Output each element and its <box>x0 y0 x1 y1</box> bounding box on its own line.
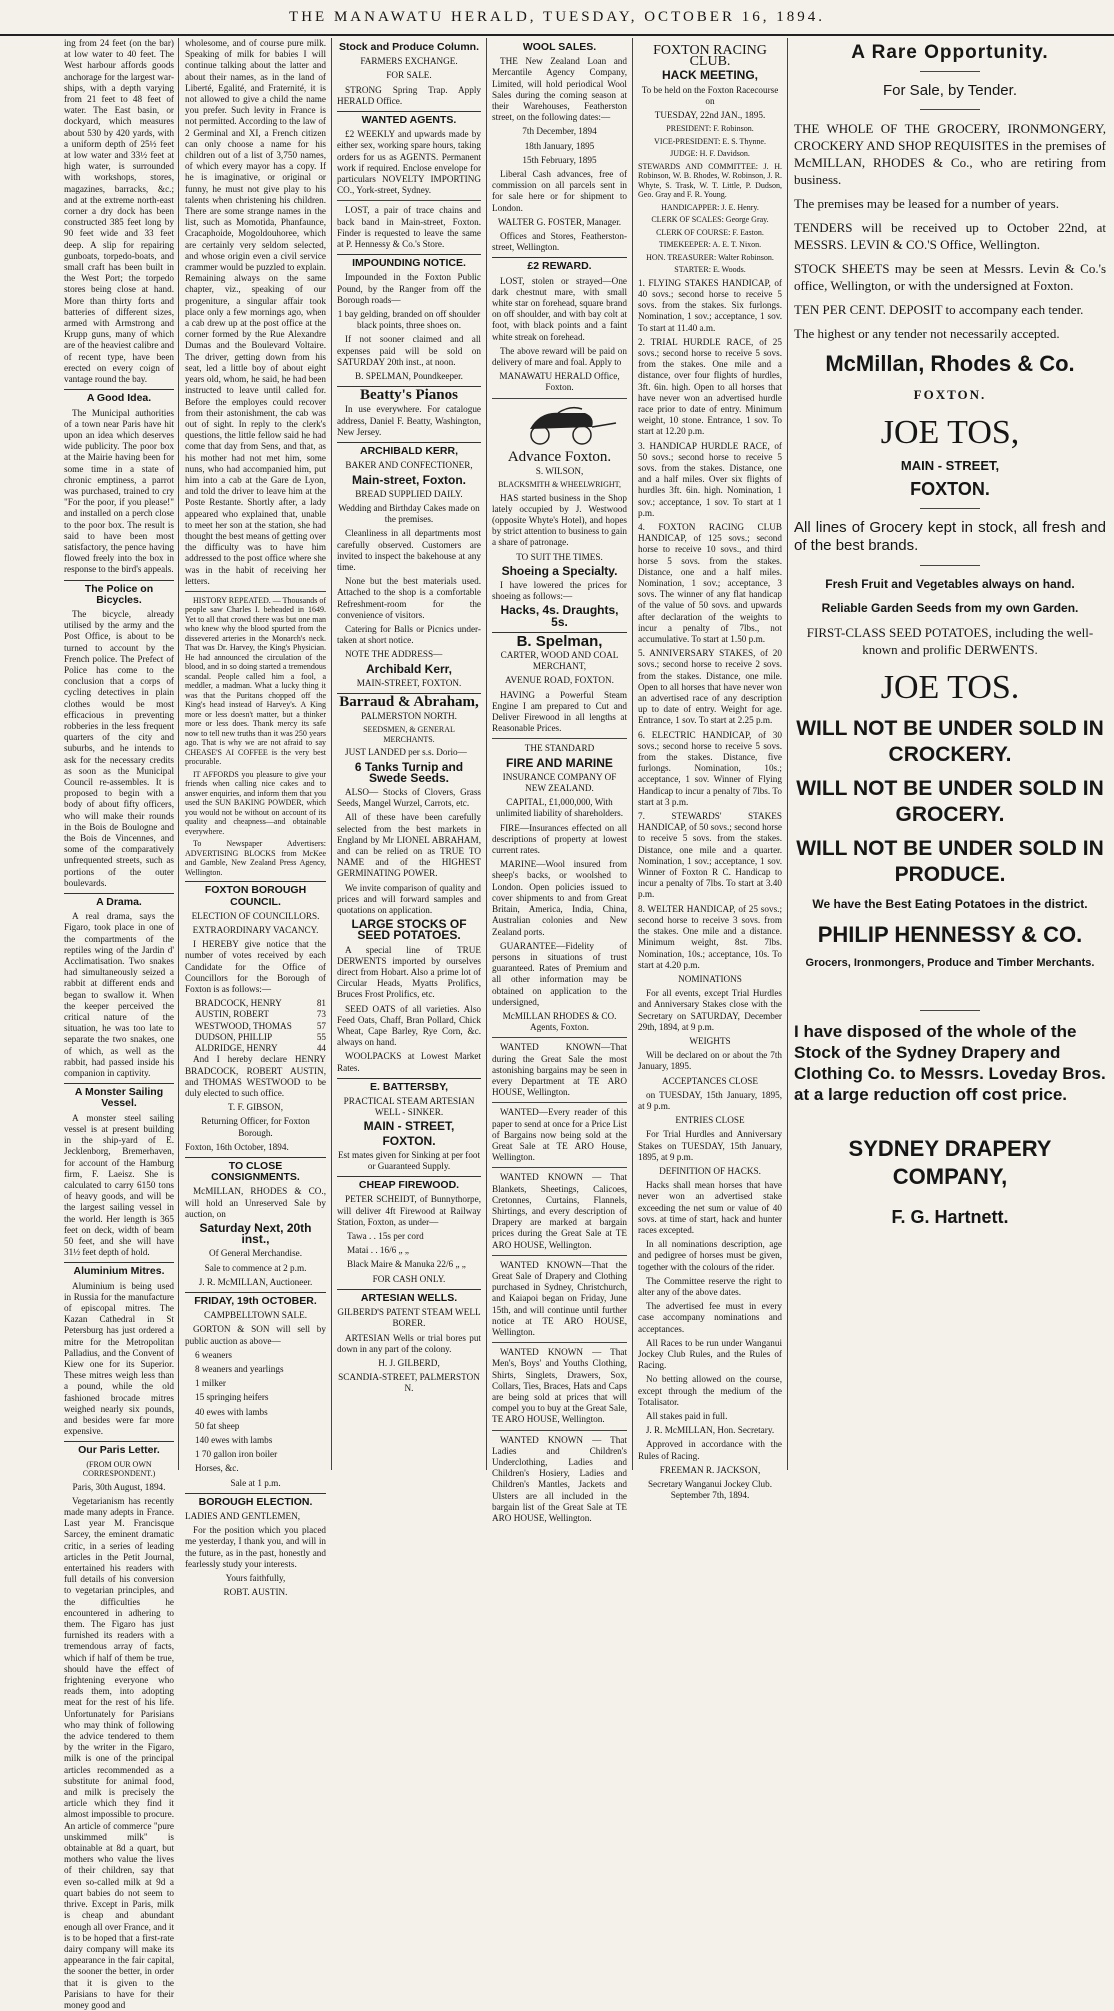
article-heading: The Police on Bicycles. <box>64 580 174 606</box>
list-item: 18th January, 1895 <box>524 140 595 151</box>
officer: STARTER: E. Woods. <box>674 265 746 275</box>
ad-subheading: To be held on the Foxton Racecourse on <box>641 84 779 106</box>
ad-text: LADIES AND GENTLEMEN, <box>185 1511 301 1521</box>
signature: F. G. Hartnett. <box>891 1207 1009 1227</box>
ad-text: FIRE—Insurances effected on all descriptions of property at lowest current rates. <box>492 822 627 856</box>
officer: JUDGE: H. F. Davidson. <box>670 149 750 159</box>
column-rule <box>178 38 179 1470</box>
ad-text: WOOLPACKS at Lowest Market Rates. <box>337 1051 481 1073</box>
ad-slogan: WILL NOT BE UNDER SOLD IN PRODUCE. <box>796 837 1104 886</box>
list-item: 6 weaners <box>195 1349 232 1360</box>
ad-text: For Trial Hurdles and Anniversary Stakes on TUESDAY, 15th January, 1895, at 9 p.m. <box>638 1129 782 1162</box>
ad-heading: Advance Foxton. <box>507 448 612 465</box>
ad-text: WANTED KNOWN—That the Great Sale of Drapery and Clothing purchased in Sydney, Christchurch, and Kaiapoi began on Friday, June 15th, and will continue until further notice at TE ARO HOUSE, Wellington. <box>492 1259 627 1337</box>
ad-text: STOCK SHEETS may be seen at Messrs. Levin & Co.'s office, Wellington, or with the undersigned at Foxton. <box>794 261 1106 293</box>
divider <box>492 1255 627 1256</box>
signature: B. SPELMAN, Poundkeeper. <box>355 371 463 382</box>
list-item: 1 70 gallon iron boiler <box>195 1449 278 1460</box>
ad-heading: E. BATTERSBY, <box>337 1078 481 1093</box>
vote-list <box>185 998 326 1054</box>
ad-subheading: S. WILSON, <box>535 465 584 476</box>
ad-subheading: For Sale, by Tender. <box>883 82 1017 99</box>
ad-highlight: Shoeing a Specialty. <box>501 563 618 578</box>
ad-heading: BOROUGH ELECTION. <box>185 1493 326 1508</box>
ad-text: THE New Zealand Loan and Mercantile Agency Company, Limited, will hold periodical Wool Sales during the coming season at their Warehouses, Featherston street, on the following dates:— <box>492 56 627 123</box>
ad-highlight: Saturday Next, 20th inst., <box>199 1220 312 1247</box>
ad-subheading: TUESDAY, 22nd JAN., 1895. <box>654 110 766 121</box>
divider <box>185 591 326 592</box>
article-text: The Municipal authorities of a town near Paris have hit upon an idea which deserves wide publicity. The poor box at the Mairie having been for some time in a state of chronic emptiness, a parrot was purchased, trained to cry "For the poor, if you please!" and installed on a perch close to the poor box. The result is said to have been most satisfactory, the pence having flowed freely into the box in response to the bird's appeals. <box>64 407 174 575</box>
officer: VICE-PRESIDENT: E. S. Thynne. <box>654 136 766 146</box>
ad-text: Fresh Fruit and Vegetables always on hand. <box>825 577 1075 591</box>
ad-text: SEED OATS of all varieties. Also Feed Oats, Chaff, Bran Pollard, Chick Wheat, Cape Barley, Rye Corn, &c. always on hand. <box>337 1003 481 1048</box>
ad-text: JUST LANDED per s.s. Dorio— <box>345 747 467 758</box>
ad-text: FOR CASH ONLY. <box>372 1273 446 1284</box>
article-text: A real drama, says the Figaro, took place in one of the compartments of the reptiles wing of the Jardin d' Acclimatisation. Two snakes had simultaneously seized a rabbit at different ends and began to swallow it. When the keeper perceived the critical nature of the situation, he was too late to separate the two snakes, one of which, as well as the rabbit, had passed inside his companion in captivity. <box>64 911 174 1079</box>
section-title: DEFINITION OF HACKS. <box>659 1165 761 1176</box>
ad-text: None but the best materials used. Attached to the shop is a comfortable Refreshment-room for the convenience of visitors. <box>337 576 481 620</box>
officer: HANDICAPPER: J. E. Henry. <box>661 202 759 212</box>
vote-row: DUDSON, PHILLIP 55 <box>195 1031 326 1042</box>
divider <box>492 1167 627 1168</box>
race-entry: 3. HANDICAP HURDLE RACE, of 50 sovs.; second horse to receive 5 sovs. from the stakes. Distance, one and a half miles. Over six flights of hurdles 3ft. 6in. high. Nomination, 1 sov.; acceptance, 1 sov. To start at 1 p.m. <box>638 440 782 518</box>
ad-text: Of General Merchandise. <box>208 1248 303 1259</box>
list-item: 50 fat sheep <box>195 1420 240 1431</box>
signature: FREEMAN R. JACKSON, <box>659 1464 761 1475</box>
ad-text: Cleanliness in all departments most carefully observed. Customers are invited to inspect the bakehouse at any time. <box>337 528 481 572</box>
ad-text: All of these have been carefully selected from the best markets in England by Mr LIONEL ABRAHAM, and can be relied on as TRUE TO NAME and of the HIGHEST GERMINATING POWER. <box>337 812 481 879</box>
ad-subheading: BLACKSMITH & WHEELWRIGHT, <box>498 480 621 490</box>
ad-text: LOST, stolen or strayed—One dark chestnut mare, with small white star on forehead, square brand on off shoulder, and with bay colt at foot, with black points and a faint white streak on forehead. <box>492 275 627 342</box>
ad-text: Impounded in the Foxton Public Pound, by the Ranger from off the Borough roads— <box>337 272 481 305</box>
signature: H. J. GILBERD, <box>378 1357 440 1368</box>
race-entry: 1. FLYING STAKES HANDICAP, of 40 sovs.; second horse to receive 5 sovs. from the stakes. Six furlongs. Nomination, 1 sov.; acceptance, 1 sov. To start at 11.40 a.m. <box>638 277 782 333</box>
officer: STEWARDS AND COMMITTEE: J. H. Robinson, W. B. Rhodes, W. Robinson, J. R. Whyte, S. Trask, W. T. Little, P. Dudson, Geo. Gray and F. R. Young. <box>638 161 782 200</box>
ad-text: HAVING a Powerful Steam Engine I am prepared to Cut and Deliver Firewood in all lengths at Reasonable Prices. <box>492 689 627 734</box>
ad-text: THE WHOLE OF THE GROCERY, IRONMONGERY, CROCKERY AND SHOP REQUISITES in the premises of McMILLAN, RHODES & Co., who are retiring from business. <box>794 121 1106 187</box>
vote-row: ALDRIDGE, HENRY 44 <box>195 1043 326 1054</box>
article-heading: A Good Idea. <box>64 389 174 404</box>
ad-highlight: LARGE STOCKS OF SEED POTATOES. <box>351 917 467 943</box>
ad-heading: WOOL SALES. <box>522 41 597 53</box>
column-rule <box>486 38 487 1470</box>
dateline: Paris, 30th August, 1894. <box>72 1481 166 1492</box>
divider <box>920 71 980 72</box>
ad-subheading: CAMPBELLTOWN SALE. <box>203 1310 308 1321</box>
notice-text: HISTORY REPEATED. — Thousands of people saw Charles I. beheaded in 1649. Yet to all that crowd there was but one man who knew why the blood spurted from the dissevered arteries in the Monarch's neck. That was Dr. Harvey, the King's Physician. He had announced the circulation of the blood, and in so doing started a tremendous scandal. People called him a fool, a meddler, a madman. What a lucky thing it was that the Puritans chopped off the King's head instead of Harvey's. A King more or less doesn't matter, but a thinker more or less does. Thank mercy its safe now to tell new truths than it was 250 years ago. That is why we are not afraid to say CHEASE'S AI COFFEE is the very best procurable. <box>185 595 326 767</box>
race-entry: 6. ELECTRIC HANDICAP, of 30 sovs.; second horse to receive 5 sovs. from the stakes. Distance, five furlongs. Nomination, 10s.; acceptance, 1 sov. Winner of Flying Handicap to incur a penalty of 7lbs. To start at 3 p.m. <box>638 729 782 807</box>
ad-heading: CHEAP FIREWOOD. <box>337 1176 481 1191</box>
ad-heading: Barraud & Abraham, <box>337 693 481 708</box>
ad-text: I have disposed of the whole of the Stock of the Sydney Drapery and Clothing Co. to Messrs. Loveday Bros. at a large reduction off cost price. <box>794 1022 1106 1104</box>
divider <box>492 738 627 739</box>
ad-subheading: FOR SALE. <box>386 70 432 81</box>
ad-slogan: WILL NOT BE UNDER SOLD IN GROCERY. <box>796 777 1104 826</box>
signature: WALTER G. FOSTER, Manager. <box>497 216 622 227</box>
signature: MANAWATU HERALD Office, Foxton. <box>499 371 620 393</box>
ad-subheading: INSURANCE COMPANY OF NEW ZEALAND. <box>502 771 617 794</box>
firm-location: FOXTON. <box>910 479 990 499</box>
ad-text: Will be declared on or about the 7th January, 1895. <box>638 1050 782 1072</box>
ad-heading: ARCHIBALD KERR, <box>337 442 481 457</box>
list-item: 1 milker <box>195 1378 226 1389</box>
divider <box>492 398 627 399</box>
ad-text: Sale at 1 p.m. <box>230 1477 281 1488</box>
ad-text: WANTED KNOWN—That during the Great Sale the most astonishing bargains may be seen in every Department at TE ARO HOUSE, Wellington. <box>492 1042 627 1098</box>
ad-subheading: BAKER AND CONFECTIONER, <box>345 460 473 471</box>
article-heading: A Monster Sailing Vessel. <box>64 1083 174 1109</box>
ad-text: In all nominations description, age and pedigree of horses must be given, together with the colours of the rider. <box>638 1239 782 1272</box>
ad-text: Approved in accordance with the Rules of Racing. <box>638 1439 782 1461</box>
ad-text: We invite comparison of quality and prices and will forward samples and quotations on application. <box>337 882 481 915</box>
article-heading: Aluminium Mitres. <box>64 1262 174 1277</box>
ad-slogan: WILL NOT BE UNDER SOLD IN CROCKERY. <box>796 717 1104 766</box>
divider <box>492 1342 627 1343</box>
ad-text: HAS started business in the Shop lately occupied by J. Westwood (opposite Whyte's Hotel), and hopes by strict attention to business to gain a share of patronage. <box>492 492 627 548</box>
ad-subheading: BREAD SUPPLIED DAILY. <box>355 488 463 499</box>
officer: CLERK OF SCALES: George Gray. <box>651 215 769 225</box>
signature: Yours faithfully, <box>225 1573 286 1584</box>
section-title: ENTRIES CLOSE <box>675 1115 745 1126</box>
ad-text: Reliable Garden Seeds from my own Garden. <box>821 601 1079 615</box>
ad-subheading: HACK MEETING, <box>662 68 758 83</box>
ad-highlight: 6 Tanks Turnip and Swede Seeds. <box>354 759 464 785</box>
section-title: WEIGHTS <box>689 1035 731 1046</box>
signature: Foxton, 16th October, 1894. <box>185 1141 289 1152</box>
list-item: 140 ewes with lambs <box>195 1434 273 1445</box>
firm-location: FOXTON. <box>913 387 987 402</box>
ad-text: TENDERS will be received up to October 22nd, at MESSRS. LEVIN & CO.'S Office, Wellington. <box>794 220 1106 252</box>
ad-text: The advertised fee must in every case accompany nominations and acceptances. <box>638 1301 782 1334</box>
signature: ROBT. AUSTIN. <box>223 1587 288 1598</box>
race-entry: 5. ANNIVERSARY STAKES, of 20 sovs.; second horse to receive 2 sovs. from the stakes. Distance, one mile. Open to all horses that have never won an advertised race of any description up to date of entry. Weight for age. Entrance, 1 sov. To start at 2.25 p.m. <box>638 648 782 726</box>
ad-text: ALSO— Stocks of Clovers, Grass Seeds, Mangel Wurzel, Carrots, etc. <box>337 786 481 809</box>
firm-name: McMillan, Rhodes & Co. <box>825 351 1075 376</box>
ad-text: STRONG Spring Trap. Apply HERALD Office. <box>337 84 481 106</box>
ad-subheading: TO SUIT THE TIMES. <box>516 551 603 562</box>
list-item: 15 springing heifers <box>195 1392 269 1403</box>
ad-heading: IMPOUNDING NOTICE. <box>337 254 481 269</box>
ad-text: For the position which you placed me yesterday, I thank you, and will in the future, as in the past, honestly and fearlessly study your interests. <box>185 1525 326 1569</box>
ad-text: FIRST-CLASS SEED POTATOES, including the well-known and prolific DERWENTS. <box>806 625 1094 657</box>
list-item: 40 ewes with lambs <box>195 1406 268 1417</box>
officer: CLERK OF COURSE: F. Easton. <box>656 227 764 237</box>
firm-name: JOE TOS. <box>880 669 1020 706</box>
ad-text: The above reward will be paid on delivery of mare and foal. Apply to <box>492 345 627 368</box>
race-entry: 7. STEWARDS' STAKES HANDICAP, of 50 sovs.; second horse to receive 5 sovs. from the stakes. Distance, one mile and a quarter. Nomination, 1 sov.; acceptance, 1 sov. Winner of Foxton R C. Handicap to incur a penalty of 7lbs. To start at 3.40 p.m. <box>638 811 782 900</box>
section-title: NOMINATIONS <box>678 973 742 984</box>
ad-text: Liberal Cash advances, free of commission on all parcels sent in for sale here or for shipment to London. <box>492 169 627 213</box>
list-item: Horses, &c. <box>195 1463 239 1474</box>
ad-subheading: EXTRAORDINARY VACANCY. <box>192 925 319 936</box>
byline: (FROM OUR OWN CORRESPONDENT.) <box>82 1459 156 1479</box>
article-text: A monster steel sailing vessel is at present building in the ship-yard of E. Jecklenborg, Bremerhaven, for account of the Hamburg firm, F. Laeisz. She is calculated to carry 6150 tons of heavy goods, and will be the largest sailing vessel in the world. Her length is 365 feet on deck, width of beam 50 feet, and she will have 31½ feet depth of hold. <box>64 1112 174 1258</box>
officer: HON. TREASURER: Walter Robinson. <box>646 252 774 262</box>
ad-subheading: THE STANDARD <box>524 743 595 754</box>
ad-text: LOST, a pair of trace chains and back band in Main-street, Foxton. Finder is requested to leave the same at P. Hennessy & Co.'s Store. <box>337 205 481 250</box>
ad-subheading: ELECTION OF COUNCILLORS. <box>191 910 320 921</box>
signature: McMILLAN RHODES & CO. Agents, Foxton. <box>502 1010 617 1033</box>
race-entry: 8. WELTER HANDICAP, of 25 sovs.; second horse to receive 3 sovs. from the stakes. One mile and a distance. Minimum weight, 8st. 7lbs. Nomination, 10s.; acceptance, 10s. To start at 4.20 p.m. <box>638 903 782 970</box>
ad-heading: FOXTON BOROUGH COUNCIL. <box>185 881 326 907</box>
column-2 <box>181 38 330 1598</box>
article-text: wholesome, and of course pure milk. Speaking of milk for babies I will continue talking about the latter and about their names, as in the land of Liberté, Egalité, and Fraternité, it is not allowed to give a child the name you prefer. Such levity in France is not permitted. According to the law of 2 Germinal and XI, a French citizen can only choose a name for his children out of a list of 3,750 names, of which every mayor has a copy. If he is imaginative, or original or funny, he must not give play to his talents when christening his children. There are some strange names in the list, such as Momotida, Phanfaunce, Cracaphoide, Mogoldouhoree, which are certainly very seldom selected, and whose origin even a civil service crammer would be puzzled to explain. Remaining always on the same chapter, viz., speaking of our progeniture, a singular affair took place only a few mornings ago, when a cab drew up at the post office at the corner formed by the Rue Alexandre Dumas and the Boulevard Voltaire. The driver, getting down from his seat, led a little boy of about eight years old, whom, he said, he had been instructed to leave until called for. Before the employes could recover from their astonishment, the cab was out of sight. In reply to the clerk's questions, the little fellow said he had come that day from Sens, and that, as his mother had not met him, some nuns, who had accompanied him, put him into a cab at the Gare de Lyon, and told the driver to leave him at the Poste Restante. Shortly after, a lady appeared who explained that, unable to meet her son at the station, she had thought the best means of getting over the difficulty was to have him addressed to the post office where she was in the habit of receiving her letters. <box>185 38 326 586</box>
masthead: THE MANAWATU HERALD, TUESDAY, OCTOBER 16, 1894. <box>0 0 1114 36</box>
column-rule <box>787 38 788 1470</box>
divider <box>920 508 980 509</box>
ad-heading: WANTED AGENTS. <box>337 111 481 126</box>
ad-title: A Rare Opportunity. <box>851 42 1049 63</box>
race-entry: 2. TRIAL HURDLE RACE, of 25 sovs.; second horse to receive 5 sovs. from the stakes. One mile and a distance, over four flights of hurdles, 3ft. 6in. high. Open to all horses that have never won an advertised hurdle race prior to date of entry. Minimum weight, 10 stone. Entrance, 1 sov. To start at 12.20 p.m. <box>638 336 782 437</box>
ad-text: Wedding and Birthday Cakes made on the premises. <box>338 502 480 525</box>
ad-text: We have the Best Eating Potatoes in the district. <box>812 897 1088 911</box>
signature: J. R. McMILLAN, Hon. Secretary. <box>645 1425 775 1436</box>
firm-name: SYDNEY DRAPERY COMPANY, <box>848 1136 1052 1189</box>
ad-text: Hacks shall mean horses that have never won an advertised stake exceeding the net sum or value of 40 sovs. at time of start, hack and hunter races excepted. <box>638 1180 782 1235</box>
column-rule <box>632 38 633 1470</box>
ad-text: PETER SCHEIDT, of Bunnythorpe, will deliver 4ft Firewood at Railway Station, Foxton, as under— <box>337 1194 481 1227</box>
article-heading: Our Paris Letter. <box>64 1441 174 1456</box>
divider <box>920 565 980 566</box>
ad-text: The Committee reserve the right to alter any of the above dates. <box>638 1275 782 1297</box>
ad-subheading: AVENUE ROAD, FOXTON. <box>505 675 614 686</box>
list-item: 15th February, 1895 <box>522 154 597 165</box>
article-text: Vegetarianism has recently made many adepts in France. Last year M. Francisque Sarcey, the eminent dramatic critic, in a series of leading articles in the Petit Journal, entertained his readers with full details of his conversion to vegetarian principles, and the difficulties he encountered in adhering to them. The Figaro has just furnished its readers with a tremendous array of facts, which if half of them be true, should have the effect of frightening everyone who reads them, into adopting meat for the rest of his life. Unfortunately for Parisians who may think of following the advice tendered to them by the writer in the Figaro, milk is one of the principal articles recommended as a substitute for animal food, and milk is precisely the article which they find it almost impossible to procure. An article of commerce "pure unskimmed milk" is obtainable at 8d a quart, but mothers who value the lives of their children, say that even so-called milk at 9d a quart babies do not seem to thrive. Except in Paris, milk is cheap and abundant enough all over France, and it is to be hoped that a first-rate dairy company will make its appearance in the fair capital, the sooner the better, in order that it is given to the Parisians to have for their money good and <box>64 1495 174 2010</box>
divider <box>337 200 481 201</box>
ad-text: All lines of Grocery kept in stock, all fresh and of the best brands. <box>794 519 1106 554</box>
article-heading: A Drama. <box>64 893 174 908</box>
firm-name: PHILIP HENNESSY & CO. <box>817 922 1083 947</box>
ad-text: All Races to be run under Wanganui Jockey Club Rules, and the Rules of Racing. <box>638 1337 782 1371</box>
ad-highlight: FIRE AND MARINE <box>506 755 613 770</box>
vote-row: AUSTIN, ROBERT 73 <box>195 1009 326 1020</box>
signature: J. R. McMILLAN, Auctioneer. <box>198 1276 313 1287</box>
divider <box>492 1430 627 1431</box>
ad-heading: TO CLOSE CONSIGNMENTS. <box>185 1157 326 1183</box>
ad-text: 1 bay gelding, branded on off shoulder black points, three shoes on. <box>337 309 481 331</box>
signature: MAIN-STREET, FOXTON. <box>356 677 462 688</box>
article-text: ing from 24 feet (on the bar) at low water to 40 feet. The West harbour affords goods anchorage for the largest war-ships, with a depth varying from 21 feet to 48 feet of water. The East basin, or dockyard, which measures about 530 by 420 yards, with a uniform depth of 25½ feet at low water and 33½ feet at high water, is surrounded with workshops, stores, magazines, barracks, &c.; and at the extreme north-east corner a dry dock has been constructed 385 feet long by 90 feet wide and 33 feet deep. A slip for repairing gunboats, torpedo-boats, and small craft has been built in the West Port; the torpedo stores being close at hand. More than thirty forts and batteries of different sizes, armed with Armstrong and Krupp guns, many of which are of the heaviest calibre and of recent type, have been erected on every coign of vantage round the bay. <box>64 38 174 385</box>
notice-text: IT AFFORDS you pleasure to give your friends when calling nice cakes and to answer enquiries, and inform them that you used the SUN BAKING POWDER, which you would not be without on account of its quality and cheapness—and obtainable everywhere. <box>185 769 326 836</box>
ad-subheading: CAPITAL, £1,000,000, With unlimited liability of shareholders. <box>495 797 624 819</box>
ad-text: WANTED—Every reader of this paper to send at once for a Price List of Bargains now being sold at the Great Sale at TE ARO House, Wellington. <box>492 1107 627 1163</box>
signature: Archibald Kerr, <box>365 661 453 676</box>
list-item: 8 weaners and yearlings <box>195 1363 284 1374</box>
section-heading: Stock and Produce Column. <box>338 41 480 53</box>
column-5 <box>634 38 786 1501</box>
ad-subheading: CARTER, WOOD AND COAL MERCHANT, <box>500 650 619 672</box>
signature: Returning Officer, for Foxton Borough. <box>201 1116 310 1138</box>
ad-heading: B. Spelman, <box>492 632 627 647</box>
ad-heading: ARTESIAN WELLS. <box>337 1289 481 1304</box>
divider <box>920 1010 980 1011</box>
ad-subheading: PALMERSTON NORTH. <box>361 711 457 722</box>
officer: PRESIDENT: F. Robinson. <box>666 124 754 134</box>
ad-text: Est mates given for Sinking at per foot or Guaranteed Supply. <box>337 1149 481 1172</box>
ad-heading: FRIDAY, 19th OCTOBER. <box>185 1292 326 1307</box>
section-title: ACCEPTANCES CLOSE <box>661 1075 758 1086</box>
signature: Secretary Wanganui Jockey Club. September 7th, 1894. <box>647 1479 773 1501</box>
divider <box>492 1037 627 1038</box>
column-3 <box>333 38 485 1470</box>
ad-subheading: PRACTICAL STEAM ARTESIAN WELL - SINKER. <box>343 1096 475 1118</box>
ad-text: ARTESIAN Wells or trial bores put down in any part of the colony. <box>337 1332 481 1354</box>
vote-row: WESTWOOD, THOMAS 57 <box>195 1020 326 1031</box>
list-item: Matai . . 16/6 „ „ <box>347 1245 409 1256</box>
ad-text: I have lowered the prices for shoeing as follows:— <box>492 580 627 602</box>
article-text: Aluminium is being used in Russia for the manufacture of episcopal mitres. The Kazan Cathedral in St Petersburg has just ordered a mitre for the Metropolitan Palladius, and the Convent of Kiew one for its Superior. These mitres weigh less than a pound, while the old fashioned brocade mitres weighed nearly six pounds, and besides were far more expensive. <box>64 1280 174 1437</box>
ad-text: All stakes paid in full. <box>646 1411 728 1422</box>
ad-subheading: MAIN - STREET, <box>363 1119 455 1134</box>
ad-text: If not sooner claimed and all expenses paid will be sold on SATURDAY 20th inst., at noon. <box>337 334 481 367</box>
ad-text: £2 WEEKLY and upwards made by either sex, working spare hours, taking orders for us as AGENTS. Permanent work if required. Enclose envelope for particulars NOVELTY IMPORTING CO., York-street, Sydney. <box>337 129 481 196</box>
ad-text: WANTED KNOWN — That Men's, Boys' and Youths Clothing, Shirts, Singlets, Drawers, Sox, Collars, Ties, Braces, Hats and Caps are being sold at prices that will compel you to buy at the Great Sale, TE ARO HOUSE, Wellington. <box>492 1347 627 1425</box>
ad-subheading: Main-street, Foxton. <box>351 472 466 487</box>
list-item: 7th December, 1894 <box>522 126 597 137</box>
signature: Offices and Stores, Featherston-street, Wellington. <box>492 231 627 253</box>
ad-subheading: FARMERS EXCHANGE. <box>360 56 458 67</box>
column-rule <box>331 38 332 1470</box>
firm-address: MAIN - STREET, <box>900 458 1000 473</box>
column-4 <box>488 38 631 1524</box>
notice-text: To Newspaper Advertisers: ADVERTISING BLOCKS from McKee and Gamble, New Zealand Press Agency, Wellington. <box>185 839 326 877</box>
race-entry: 4. FOXTON RACING CLUB HANDICAP, of 125 sovs.; second horse to receive 10 sovs., and third horse 5 sovs. from the stakes. Distance, one and a half miles. Nomination, 1 sov.; acceptance, 3 sovs. The winner of any flat handicap of the value of 50 sovs. and upwards after declaration of the weights to incur a penalty of 7lbs., not accumulative. To start at 1.50 p.m. <box>638 521 782 645</box>
ad-heading: £2 REWARD. <box>492 257 627 272</box>
ad-text: GORTON & SON will sell by public auction as above— <box>185 1324 326 1346</box>
list-item: Black Maire & Manuka 22/6 „ „ <box>347 1259 466 1270</box>
ad-text: And I hereby declare HENRY BRADCOCK, ROBERT AUSTIN, and THOMAS WESTWOOD to be duly elected to such office. <box>185 1054 326 1098</box>
ad-text: The premises may be leased for a number of years. <box>794 196 1059 211</box>
ad-text: GUARANTEE—Fidelity of persons in situations of trust guaranteed. Rates of Premium and all other information may be obtained on application to the undersigned, <box>492 940 627 1007</box>
article-text: The bicycle, already utilised by the army and the Post Office, is about to be turned to account by the French police. The Prefect of Police has come to the conclusion that a corps of cycling detectives in plain clothes would be most efficacious in preventing robberies in the less frequent quarters of the city and suburbs, and he intends to ask for the necessary credits as soon as the Municipal Council re-assembles. It is proposed to begin with a body of about fifty officers, who will make their rounds in the Bois de Boulogne and the Bois de Vincennes, and some of the comparatively unfrequented streets, such as portions of the outer boulevards. <box>64 608 174 888</box>
vote-row: BRADCOCK, HENRY 81 <box>195 998 326 1009</box>
ad-highlight: Hacks, 4s. Draughts, 5s. <box>500 603 619 629</box>
ad-text: Catering for Balls or Picnics under-taken at short notice. <box>337 623 481 646</box>
ad-heading: FOXTON RACING CLUB. <box>653 43 767 70</box>
divider <box>920 109 980 110</box>
ad-text: on TUESDAY, 15th January, 1895, at 9 p.m. <box>638 1089 782 1111</box>
signature: T. F. GIBSON, <box>228 1102 283 1113</box>
ad-text: WANTED KNOWN — That Ladies and Children's Underclothing, Ladies and Children's Hosiery, Ladies and Children's Mantles, Jackets and Ulsters are all included in the bargain list of the Great Sale at TE ARO HOUSE, Wellington. <box>492 1434 627 1524</box>
ad-text: TEN PER CENT. DEPOSIT to accompany each tender. <box>794 302 1084 317</box>
ad-heading: Beatty's Pianos <box>337 386 481 401</box>
firm-trades: Grocers, Ironmongers, Produce and Timber Merchants. <box>805 957 1095 969</box>
column-6 <box>790 38 1110 1470</box>
column-1 <box>60 38 178 2010</box>
ad-text: No betting allowed on the course, except through the medium of the Totalisator. <box>638 1374 782 1407</box>
ad-text: A special line of TRUE DERWENTS imported by ourselves direct from Hobart. Also a prime lot of Circular Heads, Myatts Prolifics, Bruces Frost Prolifics, etc. <box>337 944 481 1000</box>
list-item: Tawa . . 15s per cord <box>347 1231 424 1242</box>
ad-text: WANTED KNOWN — That Blankets, Sheetings, Calicoes, Cretonnes, Curtains, Flannels, Shirtings, and every description of Drapery are marked at bargain prices during the Great Sale at TE ARO HOUSE, Wellington. <box>492 1172 627 1250</box>
officer: TIMEKEEPER: A. E. T. Nixon. <box>658 240 762 250</box>
ad-text: MARINE—Wool insured from sheep's backs, or woolshed to London. Open policies issued to cover shipments to and from Great Britain, America, India, China, Australian colonies and New Zealand ports. <box>492 859 627 937</box>
carriage-illustration <box>500 403 620 445</box>
ad-text: In use everywhere. For catalogue address, Daniel F. Beatty, Washington, New Jersey. <box>337 404 481 437</box>
ad-text: Sale to commence at 2 p.m. <box>204 1262 307 1273</box>
ad-subheading: FOXTON. <box>382 1133 436 1148</box>
ad-text: NOTE THE ADDRESS— <box>345 649 443 660</box>
ad-text: McMILLAN, RHODES & CO., will hold an Unreserved Sale by auction, on <box>185 1186 326 1219</box>
ad-text: The highest or any tender not necessarily accepted. <box>794 326 1060 341</box>
ad-subheading: GILBERD'S PATENT STEAM WELL BORER. <box>337 1307 481 1329</box>
ad-text: I HEREBY give notice that the number of votes received by each Candidate for the Office of Councillors for the Borough of Foxton is as follows:— <box>185 939 326 995</box>
ad-text: For all events, except Trial Hurdles and Anniversary Stakes close with the Secretary on SATURDAY, December 29th, 1894, at 9 p.m. <box>638 988 782 1032</box>
signature: SCANDIA-STREET, PALMERSTON N. <box>338 1372 480 1394</box>
ad-subheading: SEEDSMEN, & GENERAL MERCHANTS. <box>363 725 455 744</box>
firm-name: JOE TOS, <box>880 414 1020 451</box>
divider <box>492 1102 627 1103</box>
